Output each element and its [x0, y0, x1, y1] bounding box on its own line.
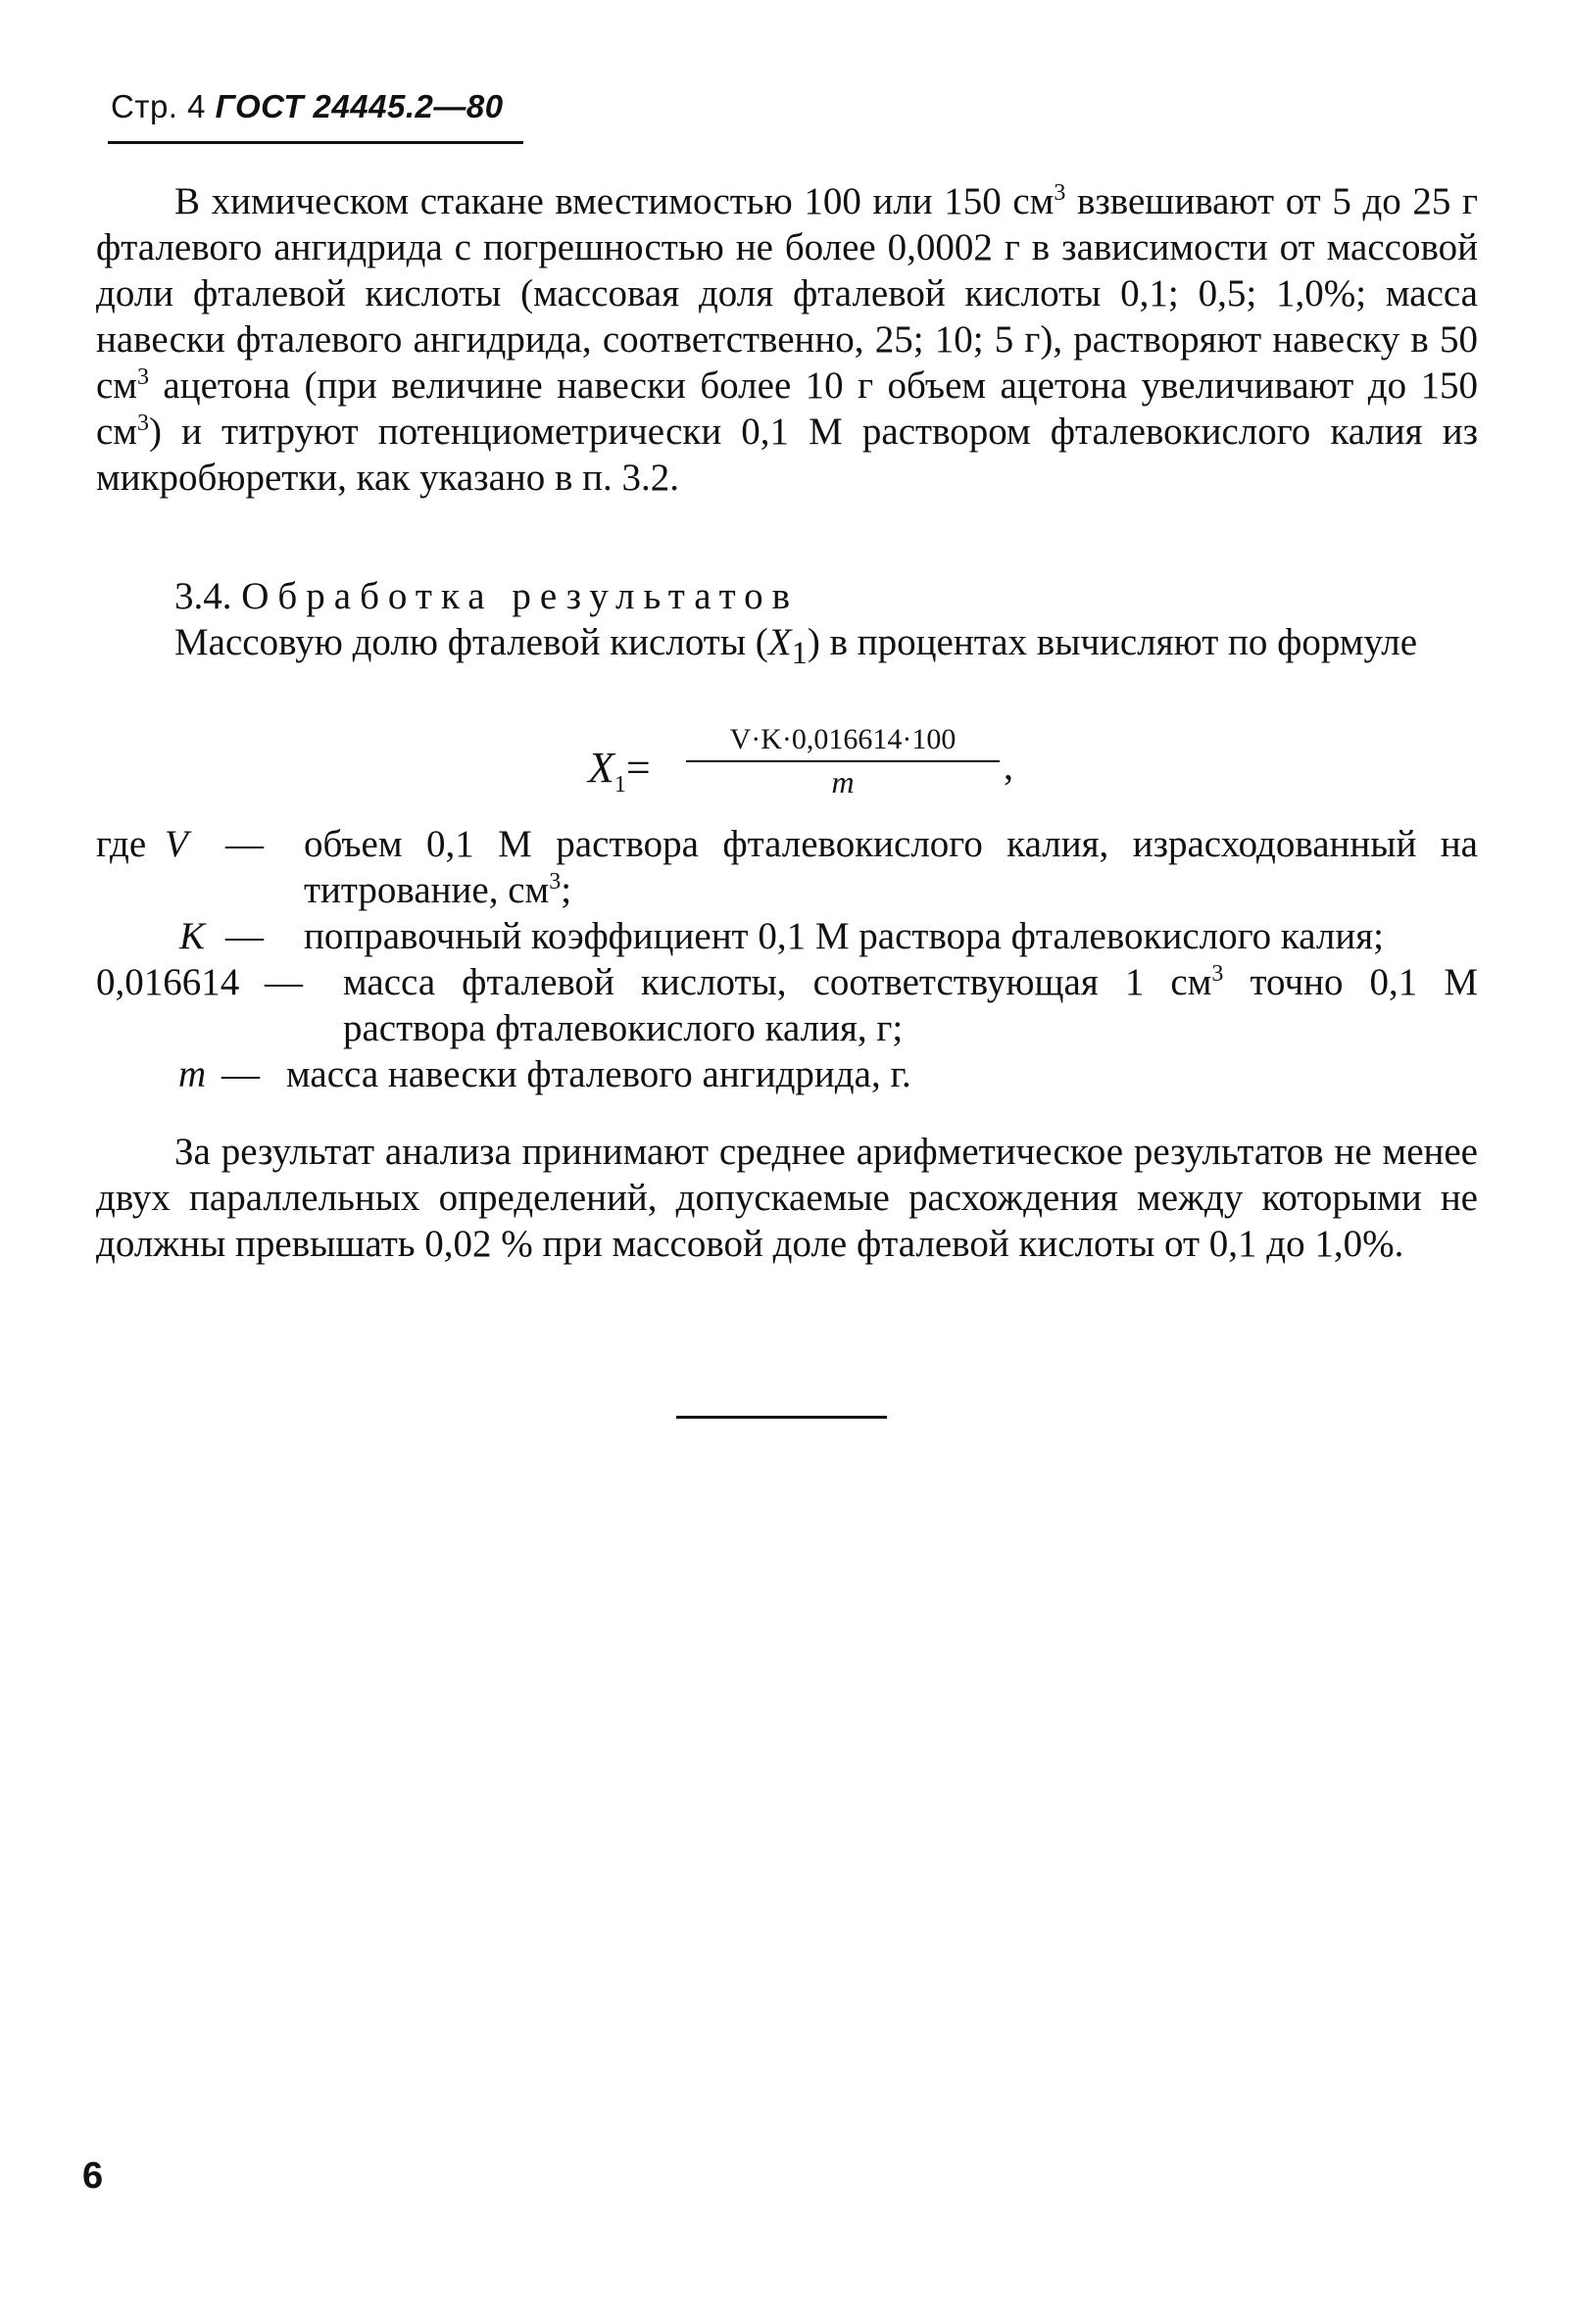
variable-definitions: [96, 821, 1478, 1097]
formula-fraction: [686, 723, 1000, 800]
paragraph-text: В химическом стакане вместимостью 100 или 150 см: [174, 180, 1055, 222]
where-word: где: [96, 823, 147, 865]
definition-term: V: [165, 823, 188, 865]
superscript: 3: [137, 411, 149, 436]
definition-item: [96, 913, 1478, 959]
definition-text: поправочный коэффициент 0,1 М раствора фталевокислого калия;: [304, 915, 1384, 957]
definition-item: [96, 959, 1478, 1051]
superscript: 3: [1211, 961, 1224, 987]
paragraph-text: ) и титруют потенциометрически 0,1 М раствором фталевокислого калия из микробюретки, как указано в п. 3.2.: [96, 411, 1478, 499]
page-header: [111, 88, 504, 125]
subscript: 1: [791, 635, 808, 671]
definition-text: точно 0,1 М раствора фталевокислого калия, г;: [343, 961, 1478, 1049]
variable: X: [767, 621, 792, 663]
definition-text: масса фталевой кислоты, соответствующая 1 см: [343, 961, 1212, 1003]
superscript: 3: [1054, 180, 1066, 206]
paragraph-text: Массовую долю фталевой кислоты (: [174, 621, 768, 663]
section-heading: [174, 573, 799, 619]
header-rule: [108, 141, 523, 144]
section-number: 3.4.: [174, 575, 232, 617]
definition-text: масса навески фталевого ангидрида, г.: [286, 1053, 911, 1095]
standard-number: ГОСТ 24445.2—80: [215, 88, 504, 124]
definition-term: m: [178, 1053, 207, 1095]
paragraph-procedure: [96, 178, 1478, 501]
definition-dash: —: [265, 961, 303, 1003]
page-number: 6: [82, 2155, 104, 2197]
end-rule: [676, 1416, 887, 1419]
paragraph-conclusion: За результат анализа принимают среднее арифметическое результатов не менее двух параллельных определений, допускаемые расхождения между которыми не должны превышать 0,02 % при массовой доле фталевой кислоты от 0,1 до 1,0%.: [96, 1131, 1478, 1265]
paragraph-text: взвешивают от 5 до 25 г фталевого ангидрида с погрешностью не более 0,0002 г в зависимости от массовой доли фталевой кислоты (массовая доля фталевой кислоты 0,1; 0,5; 1,0%; масса навески фталевого ангидрида, соответственно, 25; 10; 5 г), растворяют навеску в 50 см: [96, 180, 1479, 407]
definition-item: [96, 1051, 1478, 1097]
paragraph-text: ) в процентах вычисляют по формуле: [807, 621, 1418, 663]
definition-dash: —: [225, 823, 264, 865]
paragraph-text: ацетона (при величине навески более 10 г объем ацетона увеличивают до 150 см: [96, 364, 1478, 453]
formula-variable: X: [588, 744, 614, 792]
section-title: Обработка результатов: [241, 575, 800, 617]
definition-text: ;: [561, 869, 572, 911]
definition-item: [96, 821, 1478, 913]
definition-term: K: [179, 915, 206, 957]
superscript: 3: [549, 869, 562, 895]
formula-lhs: [588, 743, 651, 799]
page-label: Стр. 4: [111, 88, 206, 124]
paragraph-formula-intro: [96, 619, 1478, 677]
equals-sign: =: [625, 744, 651, 792]
definition-text: объем 0,1 М раствора фталевокислого калия, израсходованный на титрование, см: [304, 823, 1478, 911]
definition-term: 0,016614: [96, 961, 240, 1003]
formula-numerator: V·K·0,016614·100: [686, 723, 1000, 762]
definition-dash: —: [221, 1053, 260, 1095]
definition-dash: —: [225, 915, 264, 957]
formula-subscript: 1: [613, 771, 626, 798]
formula-denominator: m: [831, 764, 855, 799]
formula-comma: ,: [1004, 744, 1013, 788]
superscript: 3: [137, 364, 149, 390]
